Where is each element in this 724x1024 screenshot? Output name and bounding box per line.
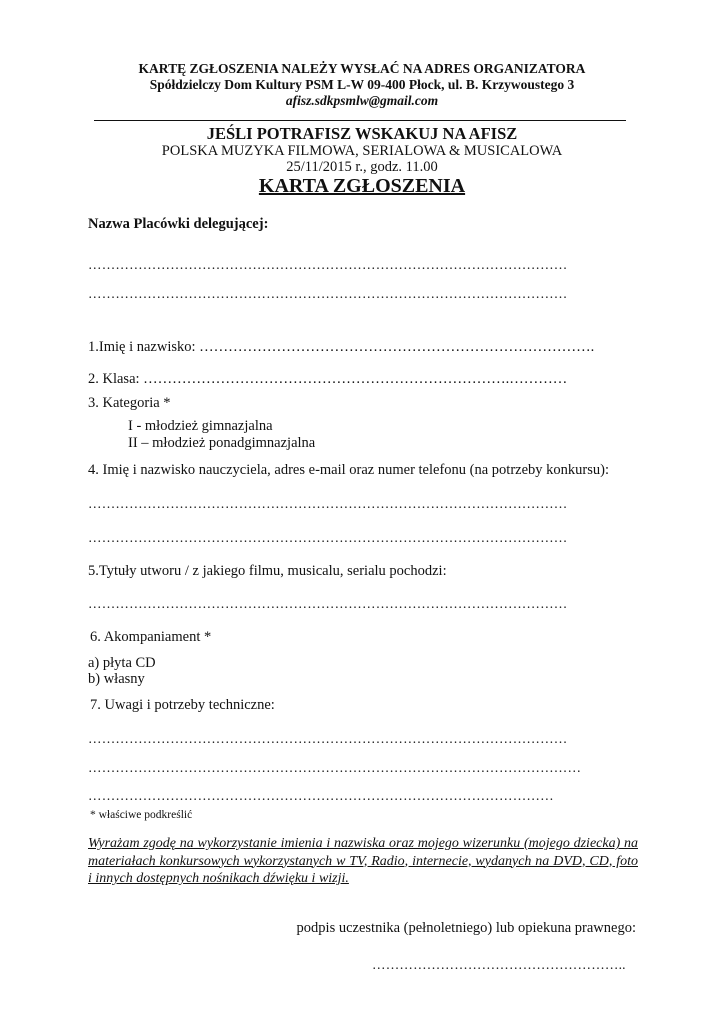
institution-label: Nazwa Placówki delegującej: [88,216,269,232]
consent-statement: Wyrażam zgodę na wykorzystanie imienia i nazwiska oraz mojego wizerunku (mojego dziecka) na materiałach konkursowych wykorzystanych w TV, Radio, internecie, wydanych na DVD, CD, foto i innych dostępnych nośnikach dźwięku i wizji. [88,836,638,886]
organizer-email[interactable]: afisz.sdkpsmlw@gmail.com [285,93,439,108]
header-divider [94,120,626,121]
remarks-label: 7. Uwagi i potrzeby techniczne: [90,697,275,713]
institution-line-2[interactable]: …………………………………………………………………………………………… [88,286,568,301]
form-title: KARTA ZGŁOSZENIA [258,175,466,197]
teacher-line-2[interactable]: …………………………………………………………………………………………… [88,530,568,545]
accompaniment-option-cd[interactable]: a) płyta CD [88,655,156,671]
teacher-line-1[interactable]: …………………………………………………………………………………………… [88,496,568,511]
event-title: JEŚLI POTRAFISZ WSKAKUJ NA AFISZ [206,124,518,143]
institution-line-1[interactable]: …………………………………………………………………………………………… [88,257,568,272]
category-option-2[interactable]: II – młodzież ponadgimnazjalna [128,435,316,451]
remarks-line-1[interactable]: …………………………………………………………………………………………… [88,731,568,746]
event-date: 25/11/2015 r., godz. 11.00 [286,159,438,175]
remarks-line-2[interactable]: ……………………………………………………………………………………………… [88,760,582,775]
teacher-label: 4. Imię i nazwisko nauczyciela, adres e-mail oraz numer telefonu (na potrzeby konkursu): [88,462,609,478]
organizer-instruction: KARTĘ ZGŁOSZENIA NALEŻY WYSŁAĆ NA ADRES ORGANIZATORA [138,61,586,76]
participant-name-field[interactable]: 1.Imię i nazwisko: ………………………………………………………………………. [88,339,595,355]
footnote: * właściwe podkreślić [90,809,193,821]
class-field[interactable]: 2. Klasa: ………………………………………………………………….………… [88,371,568,387]
category-label: 3. Kategoria * [88,395,171,411]
accompaniment-option-own[interactable]: b) własny [88,671,145,687]
signature-line[interactable]: ……………………………………………….. [372,957,626,972]
organizer-address: Spółdzielczy Dom Kultury PSM L-W 09-400 Płock, ul. B. Krzywoustego 3 [149,77,575,92]
event-subtitle: POLSKA MUZYKA FILMOWA, SERIALOWA & MUSICALOWA [161,143,563,159]
accompaniment-label: 6. Akompaniament * [90,629,212,645]
signature-label: podpis uczestnika (pełnoletniego) lub opiekuna prawnego: [296,920,636,936]
category-option-1[interactable]: I - młodzież gimnazjalna [128,418,273,434]
titles-label: 5.Tytuły utworu / z jakiego filmu, musicalu, serialu pochodzi: [88,563,447,579]
titles-line[interactable]: …………………………………………………………………………………………… [88,596,568,611]
remarks-line-3[interactable]: ………………………………………………………………………………………… [88,788,554,803]
